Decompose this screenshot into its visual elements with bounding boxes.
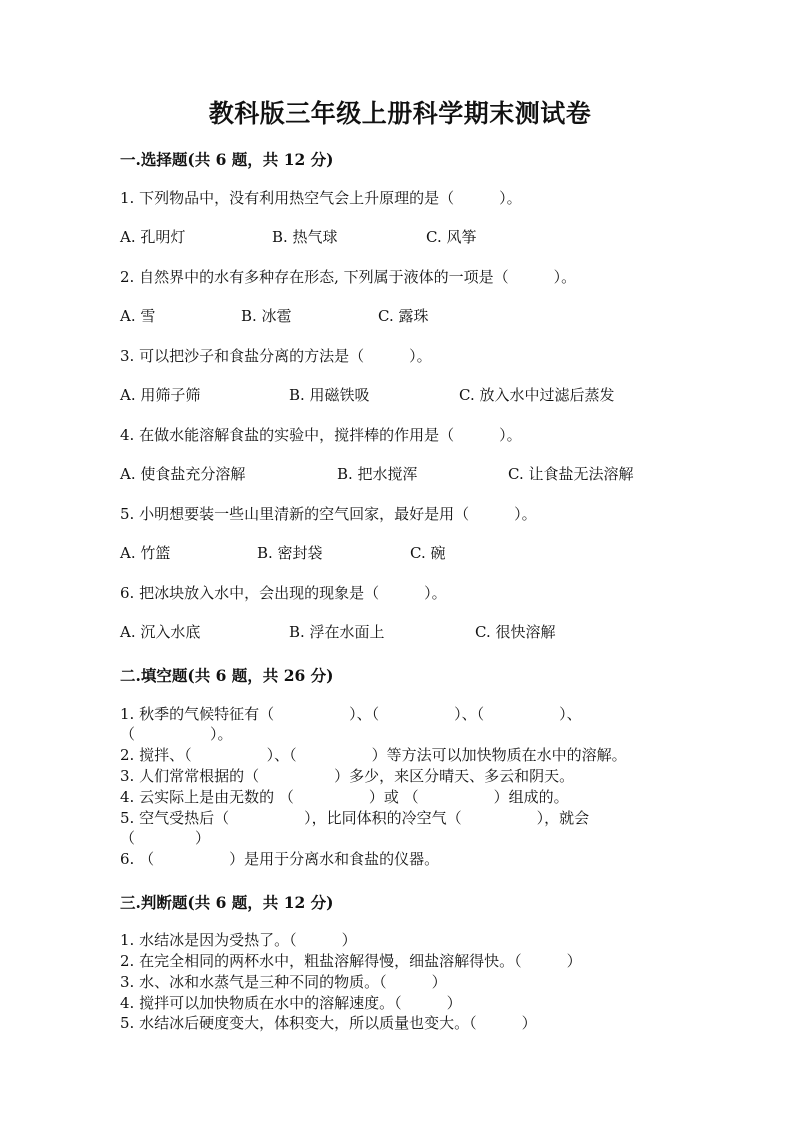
option-a: A. 沉入水底 (120, 623, 201, 641)
question-text: 2. 自然界中的水有多种存在形态, 下列属于液体的一项是（ ）。 (120, 268, 577, 286)
section-heading-fill: 二.填空题(共 6 题，共 26 分) (120, 666, 334, 685)
question-text: 6. 把冰块放入水中，会出现的现象是（ ）。 (120, 584, 447, 602)
option-b: B. 冰雹 (241, 307, 292, 325)
option-c: C. 露珠 (378, 307, 429, 325)
page-title: 教科版三年级上册科学期末测试卷 (208, 99, 592, 128)
option-b: B. 热气球 (272, 228, 338, 246)
judge-line: 3. 水、冰和水蒸气是三种不同的物质。（ ） (120, 973, 447, 991)
option-b: B. 用磁铁吸 (289, 386, 370, 404)
fill-line: （ ）。 (120, 725, 233, 743)
judge-line: 1. 水结冰是因为受热了。（ ） (120, 931, 357, 949)
judge-line: 2. 在完全相同的两杯水中，粗盐溶解得慢，细盐溶解得快。（ ） (120, 952, 582, 970)
option-a: A. 竹篮 (120, 544, 171, 562)
fill-line: 5. 空气受热后（ ），比同体积的冷空气（ ），就会 (120, 809, 590, 827)
option-c: C. 很快溶解 (475, 623, 556, 641)
option-c: C. 放入水中过滤后蒸发 (459, 386, 615, 404)
option-a: A. 雪 (120, 307, 156, 325)
section-heading-choice: 一.选择题(共 6 题，共 12 分) (120, 150, 334, 169)
question-text: 3. 可以把沙子和食盐分离的方法是（ ）。 (120, 347, 432, 365)
question-text: 1. 下列物品中，没有利用热空气会上升原理的是（ ）。 (120, 189, 522, 207)
option-b: B. 把水搅浑 (337, 465, 418, 483)
option-c: C. 让食盐无法溶解 (508, 465, 634, 483)
question-text: 4. 在做水能溶解食盐的实验中，搅拌棒的作用是（ ）。 (120, 426, 522, 444)
fill-line: 3. 人们常常根据的（ ）多少，来区分晴天、多云和阴天。 (120, 767, 575, 785)
judge-line: 5. 水结冰后硬度变大，体积变大，所以质量也变大。（ ） (120, 1014, 537, 1032)
fill-line: 4. 云实际上是由无数的 （ ）或 （ ）组成的。 (120, 788, 569, 806)
judge-line: 4. 搅拌可以加快物质在水中的溶解速度。（ ） (120, 994, 462, 1012)
option-a: A. 孔明灯 (120, 228, 186, 246)
question-text: 5. 小明想要装一些山里清新的空气回家，最好是用（ ）。 (120, 505, 537, 523)
fill-line: 1. 秋季的气候特征有（ ）、（ ）、（ ）、 (120, 705, 582, 723)
option-c: C. 碗 (410, 544, 446, 562)
option-b: B. 密封袋 (257, 544, 323, 562)
option-a: A. 使食盐充分溶解 (120, 465, 246, 483)
option-b: B. 浮在水面上 (289, 623, 385, 641)
option-c: C. 风筝 (426, 228, 477, 246)
fill-line: 6. （ ）是用于分离水和食盐的仪器。 (120, 850, 440, 868)
fill-line: （ ） (120, 829, 211, 847)
option-a: A. 用筛子筛 (120, 386, 201, 404)
fill-line: 2. 搅拌、（ ）、（ ）等方法可以加快物质在水中的溶解。 (120, 746, 627, 764)
section-heading-judge: 三.判断题(共 6 题，共 12 分) (120, 893, 334, 912)
